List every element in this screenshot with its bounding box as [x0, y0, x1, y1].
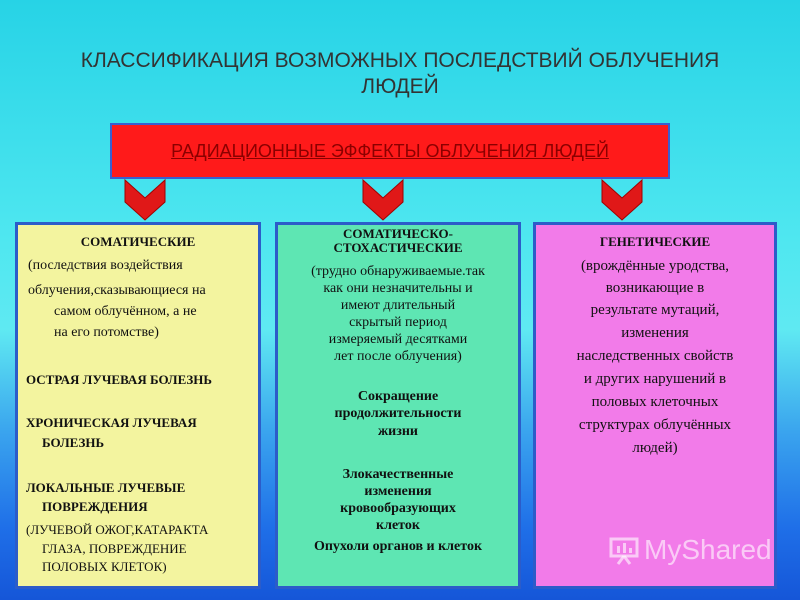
genetic-heading: ГЕНЕТИЧЕСКИЕ [599, 234, 711, 249]
title-line-2: ЛЮДЕЙ [361, 75, 439, 98]
stochastic-item-tumors: Опухоли органов и клеток [313, 539, 483, 554]
stochastic-item-malignant-4: клеток [376, 518, 420, 533]
genetic-line-1: (врождённые уродства, [580, 258, 730, 274]
genetic-line-5: наследственных свойств [576, 348, 734, 364]
chevron-down-icon-left [123, 178, 167, 222]
chevron-down-icon-center [361, 178, 405, 222]
somatic-item-acute: ОСТРАЯ ЛУЧЕВАЯ БОЛЕЗНЬ [26, 372, 213, 387]
somatic-box [15, 222, 261, 589]
stochastic-item-lifespan-2: продолжительности [334, 406, 462, 421]
stochastic-desc-4: скрытый период [349, 315, 447, 330]
stochastic-desc-1: (трудно обнаруживаемые.так [311, 264, 485, 279]
stochastic-box [275, 222, 521, 589]
somatic-item-chronic-1: ХРОНИЧЕСКАЯ ЛУЧЕВАЯ [26, 415, 197, 430]
page-title [50, 48, 750, 100]
somatic-note-1: (ЛУЧЕВОЙ ОЖОГ,КАТАРАКТА [26, 522, 209, 537]
somatic-desc-2a: облучения,сказывающиеся на [28, 283, 206, 298]
chevron-down-icon-right [600, 178, 644, 222]
stochastic-item-malignant-3: кровообразующих [340, 501, 456, 516]
genetic-line-8: структурах облучённых [578, 417, 732, 433]
genetic-line-9: людей) [632, 440, 678, 456]
stochastic-desc-2: как они незначительны и [323, 281, 473, 296]
title-line-1: КЛАССИФИКАЦИЯ ВОЗМОЖНЫХ ПОСЛЕДСТВИЙ ОБЛУЧЕНИЯ [80, 49, 720, 72]
somatic-item-local-1: ЛОКАЛЬНЫЕ ЛУЧЕВЫЕ [26, 480, 186, 495]
stochastic-heading-2: СТОХАСТИЧЕСКИЕ [333, 240, 463, 255]
watermark-text: MyShared [644, 534, 772, 565]
radiation-effects-banner: РАДИАЦИОННЫЕ ЭФФЕКТЫ ОБЛУЧЕНИЯ ЛЮДЕЙ [110, 123, 670, 179]
stochastic-desc-3: имеют длительный [340, 298, 456, 313]
somatic-heading: СОМАТИЧЕСКИЕ [80, 234, 196, 249]
somatic-note-2: ГЛАЗА, ПОВРЕЖДЕНИЕ [42, 541, 187, 556]
stochastic-item-lifespan-1: Сокращение [357, 389, 439, 404]
presentation-icon [608, 535, 640, 565]
genetic-line-3: результате мутаций, [590, 302, 720, 318]
stochastic-desc-6: лет после облучения) [334, 349, 462, 364]
somatic-desc-2c: на его потомстве) [54, 325, 159, 340]
stochastic-desc-5: измеряемый десятками [328, 332, 468, 347]
genetic-line-6: и других нарушений в [583, 371, 727, 387]
genetic-line-4: изменения [621, 325, 689, 341]
genetic-line-2: возникающие в [605, 280, 705, 296]
stochastic-heading-1: СОМАТИЧЕСКО- [343, 226, 453, 241]
stochastic-item-malignant-1: Злокачественные [342, 467, 454, 482]
somatic-desc-2b: самом облучённом, а не [54, 304, 197, 319]
somatic-item-chronic-2: БОЛЕЗНЬ [42, 435, 105, 450]
somatic-note-3: ПОЛОВЫХ КЛЕТОК) [42, 559, 167, 574]
stochastic-item-lifespan-3: жизни [378, 424, 418, 439]
genetic-line-7: половых клеточных [591, 394, 719, 410]
somatic-item-local-2: ПОВРЕЖДЕНИЯ [42, 499, 148, 514]
somatic-desc-1: (последствия воздействия [28, 258, 183, 273]
stochastic-item-malignant-2: изменения [364, 484, 432, 499]
watermark [608, 534, 772, 566]
